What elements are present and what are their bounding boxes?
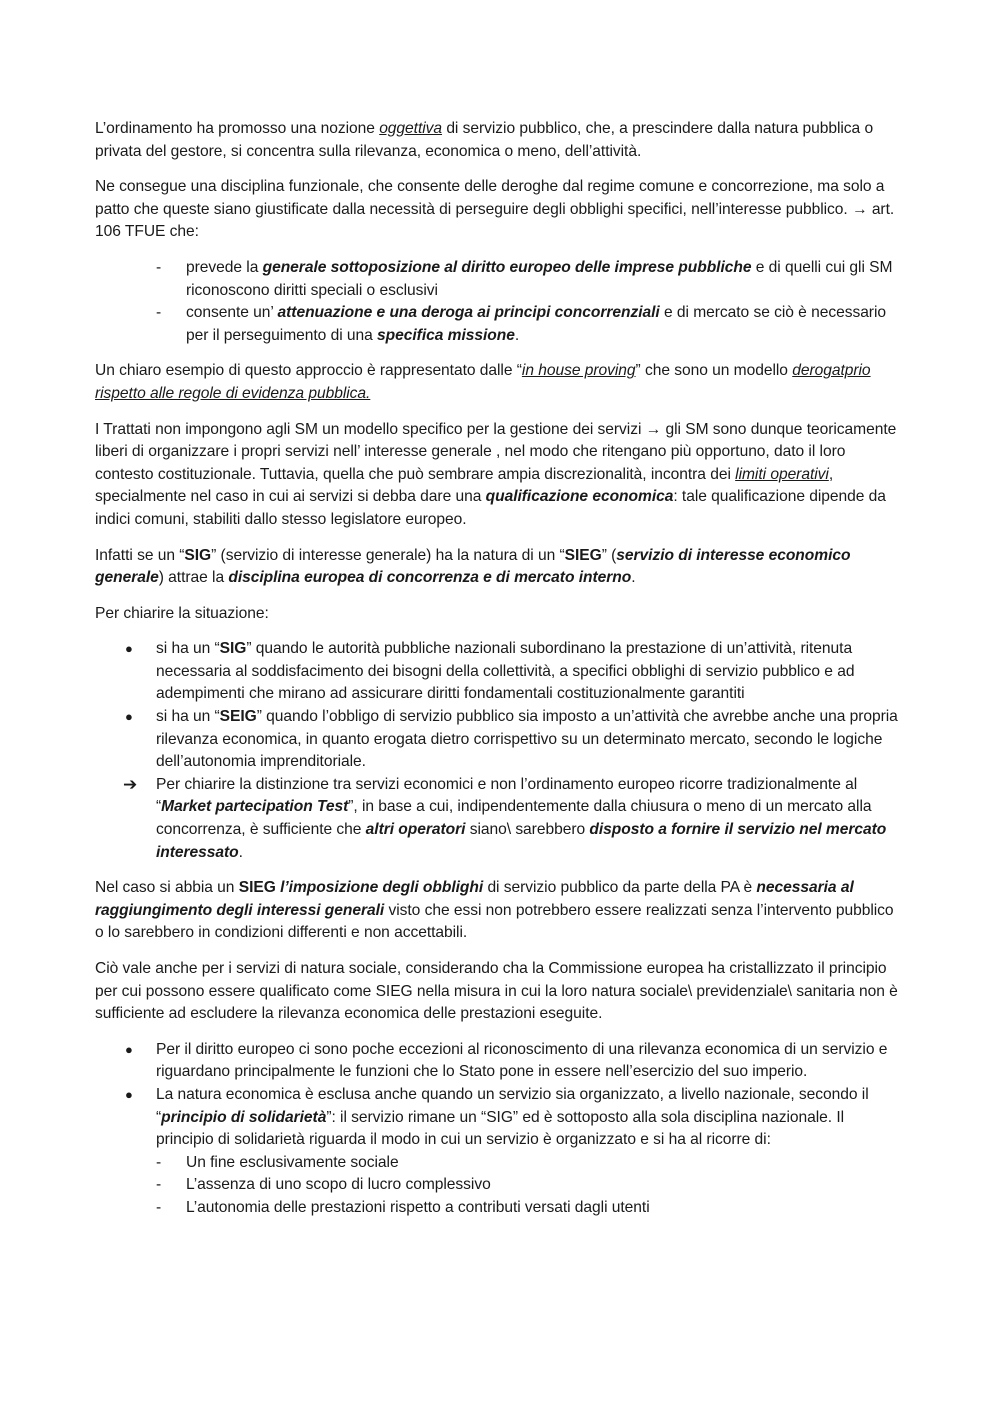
bullet-icon: ● xyxy=(125,1041,133,1057)
list-item: ● Per il diritto europeo ci sono poche eccezioni al riconoscimento di una rilevanza economica di un servizio e riguardano principalmente le funzioni che lo Stato pone in essere nell’esercizio del suo imperio. xyxy=(125,1040,888,1081)
paragraph-8: Ciò vale anche per i servizi di natura sociale, considerando cha la Commissione europea ha cristallizzato il principio per cui possono essere qualificato come SIEG nella misura in cui la loro natura sociale\ previdenziale\ sanitaria non è sufficiente ad escludere la rilevanza economica delle prestazioni eseguite. xyxy=(95,960,898,1023)
bullet-icon: ● xyxy=(125,1086,133,1102)
arrow-icon: → xyxy=(851,200,868,218)
list-item: ● si ha un “SEIG” quando l’obbligo di servizio pubblico sia imposto a un’attività che avrebbe anche una propria rilevanza economica, in quanto erogata dietro corrispettivo su un determinato mercato, secondo le logiche dell’autonomia imprenditoriale. xyxy=(125,708,898,771)
sub-list-solidarity xyxy=(156,1152,904,1220)
dash-marker: - xyxy=(156,304,162,322)
bullet-icon: ● xyxy=(125,709,133,725)
emphasis-oggettiva: oggettiva xyxy=(379,120,443,137)
list-art-106 xyxy=(95,257,904,347)
list-sig-sieg xyxy=(95,638,904,864)
paragraph-4: I Trattati non impongono agli SM un modello specifico per la gestione dei servizi → gli SM sono dunque teoricamente liberi di organizzare i propri servizi nell’ interesse generale , nel modo che ritengano più opportuno, dato il loro contesto costituzionale. Tuttavia, quella che può sembrare ampia discrezionalità, incontra dei limiti operativi, specialmente nel caso in cui ai servizi si debba dare una qualificazione economica: tale qualificazione dipende da indici comuni, stabiliti dallo stesso legislatore europeo. xyxy=(95,420,897,528)
sub-list-item: - L’autonomia delle prestazioni rispetto a contributi versati dagli utenti xyxy=(156,1197,904,1220)
paragraph-5: Infatti se un “SIG” (servizio di interesse generale) ha la natura di un “SIEG” (servizio di interesse economico generale) attrae la disciplina europea di concorrenza e di mercato interno. xyxy=(95,546,851,587)
dash-marker: - xyxy=(156,1153,162,1171)
paragraph-2: Ne consegue una disciplina funzionale, che consente delle deroghe dal regime comune e concorrezione, ma solo a patto che queste siano giustificate dalla necessità di perseguire degli obblighi specifici, nell’interesse pubblico. → art. 106 TFUE che: xyxy=(95,178,895,241)
paragraph-1: L’ordinamento ha promosso una nozione oggettiva di servizio pubblico, che, a prescindere dalla natura pubblica o privata del gestore, si concentra sulla rilevanza, economica o meno, dell’attività. xyxy=(95,120,874,160)
list-item: - consente un’ attenuazione e una deroga ai principi concorrenziali e di mercato se ciò è necessario per il perseguimento di una specifica missione. xyxy=(156,304,886,344)
dash-marker: - xyxy=(156,1176,162,1194)
paragraph-7: Nel caso si abbia un SIEG l’imposizione degli obblighi di servizio pubblico da parte della PA è necessaria al raggiungimento degli interessi generali visto che essi non potrebbero essere realizzati senza l’intervento pubblico o lo sarebbero in condizioni differenti e non accettabili. xyxy=(95,879,894,942)
paragraph-3: Un chiaro esempio di questo approccio è rappresentato dalle “in house proving” che sono un modello derogatprio rispetto alle regole di evidenza pubblica. xyxy=(95,362,871,402)
dash-marker: - xyxy=(156,258,162,276)
bullet-icon: ● xyxy=(125,641,133,657)
paragraph-6: Per chiarire la situazione: xyxy=(95,604,269,622)
arrow-icon: → xyxy=(645,420,662,438)
sub-list-item: - L’assenza di uno scopo di lucro complessivo xyxy=(156,1174,904,1197)
list-item: ● si ha un “SIG” quando le autorità pubbliche nazionali subordinano la prestazione di un’attività, ritenuta necessaria al soddisfacimento dei bisogni della collettività, a specifici obblighi di servizio pubblico e ad adempimenti che mirano ad assicurare diritti fondamentali costituzionalmente garantiti xyxy=(125,640,855,703)
list-exceptions xyxy=(95,1039,904,1220)
dash-marker: - xyxy=(156,1198,162,1216)
list-item: ● La natura economica è esclusa anche quando un servizio sia organizzato, a livello nazionale, secondo il “principio di solidarietà”: il servizio rimane un “SIG” ed è sottoposto alla sola disciplina nazionale. Il principio di solidarietà riguarda il modo in cui un servizio è organizzato e si ha al ricorre di: - Un fine esclusivamente sociale - L’assenza di uno scopo di lucro complessivo - L’autonomia delle prestazioni rispetto a contributi versati dagli utenti xyxy=(95,1084,904,1220)
sub-list-item: - Un fine esclusivamente sociale xyxy=(156,1152,904,1175)
list-item: ➔ Per chiarire la distinzione tra servizi economici e non l’ordinamento europeo ricorre tradizionalmente al “Market partecipation Test”, in base a cui, indipendentemente dalla chiusura o meno di un mercato alla concorrenza, è sufficiente che altri operatori siano\ sarebbero disposto a fornire il servizio nel mercato interessato. xyxy=(123,774,887,861)
arrow-bullet-icon: ➔ xyxy=(123,774,138,794)
list-item: - prevede la generale sottoposizione al diritto europeo delle imprese pubbliche e di quelli cui gli SM riconoscono diritti speciali o esclusivi xyxy=(156,258,893,299)
